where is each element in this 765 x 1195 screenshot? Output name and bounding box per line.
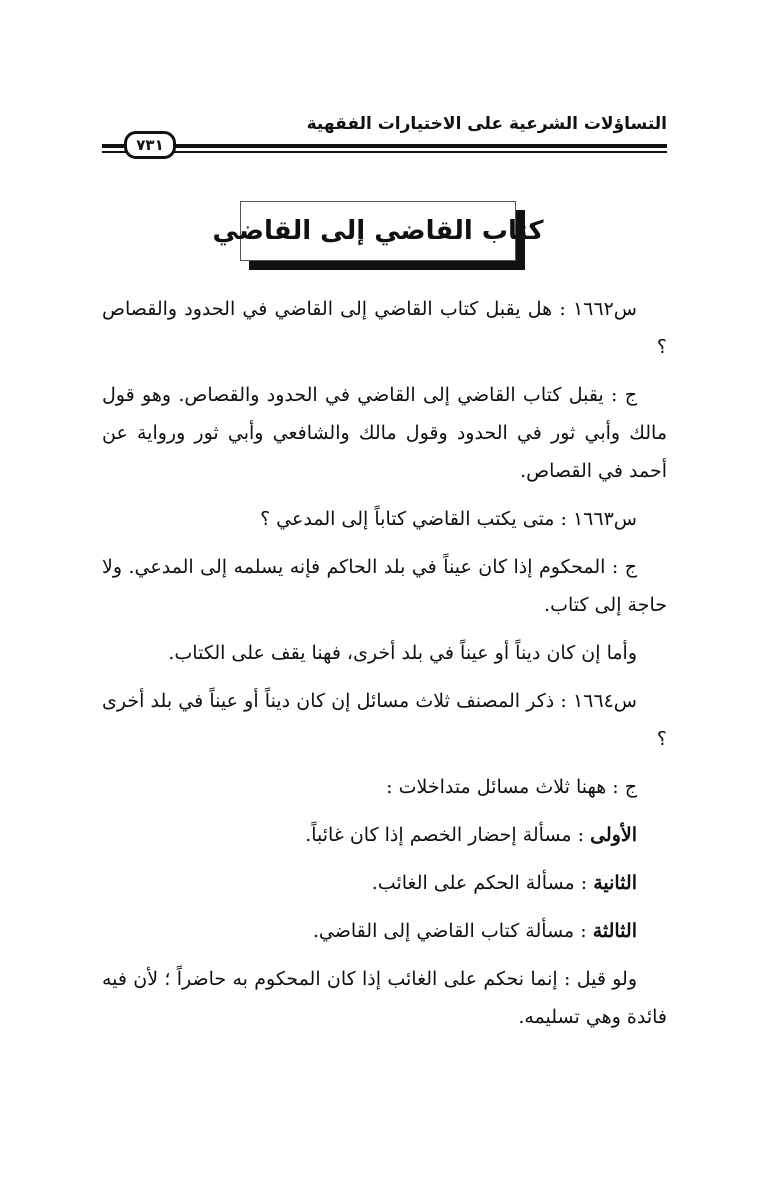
header-rule-thick	[102, 144, 667, 148]
paragraph-closing: ولو قيل : إنما نحكم على الغائب إذا كان المحكوم به حاضراً ؛ لأن فيه فائدة وهي تسليمه.	[102, 968, 667, 1028]
paragraph-first-issue: الأولى : مسألة إحضار الخصم إذا كان غائباً.	[305, 824, 637, 846]
issue-label: الثانية	[593, 872, 637, 894]
running-header-title: التساؤلات الشرعية على الاختيارات الفقهية	[306, 114, 667, 134]
paragraph-q1663: س١٦٦٣ : متى يكتب القاضي كتاباً إلى المدعي ؟	[260, 508, 637, 530]
paragraph-a1663: ج : المحكوم إذا كان عيناً في بلد الحاكم فإنه يسلمه إلى المدعي. ولا حاجة إلى كتاب.	[102, 556, 667, 616]
paragraph-a1662: ج : يقبل كتاب القاضي إلى القاضي في الحدود والقصاص. وهو قول مالك وأبي ثور في الحدود وقول مالك والشافعي وأبي ثور ورواية عن أحمد في القصاص.	[102, 384, 667, 482]
issue-label: الثالثة	[592, 920, 637, 942]
paragraph-a1664: ج : ههنا ثلاث مسائل متداخلات :	[386, 776, 637, 798]
page-number-badge: ٧٣١	[124, 131, 176, 159]
paragraph-q1664: س١٦٦٤ : ذكر المصنف ثلاث مسائل إن كان ديناً أو عيناً في بلد أخرى ؟	[102, 690, 667, 750]
chapter-title-box	[212, 201, 544, 261]
paragraph-a1663-cont: وأما إن كان ديناً أو عيناً في بلد أخرى، فهنا يقف على الكتاب.	[168, 642, 637, 664]
paragraph-third-issue: الثالثة : مسألة كتاب القاضي إلى القاضي.	[312, 920, 637, 942]
chapter-title: كتاب القاضي إلى القاضي	[212, 216, 544, 246]
issue-label: الأولى	[590, 824, 637, 846]
paragraph-second-issue: الثانية : مسألة الحكم على الغائب.	[371, 872, 637, 894]
header-rule-thin	[102, 151, 667, 153]
paragraph-q1662: س١٦٦٢ : هل يقبل كتاب القاضي إلى القاضي في الحدود والقصاص ؟	[102, 298, 667, 358]
body-text	[102, 290, 667, 1046]
